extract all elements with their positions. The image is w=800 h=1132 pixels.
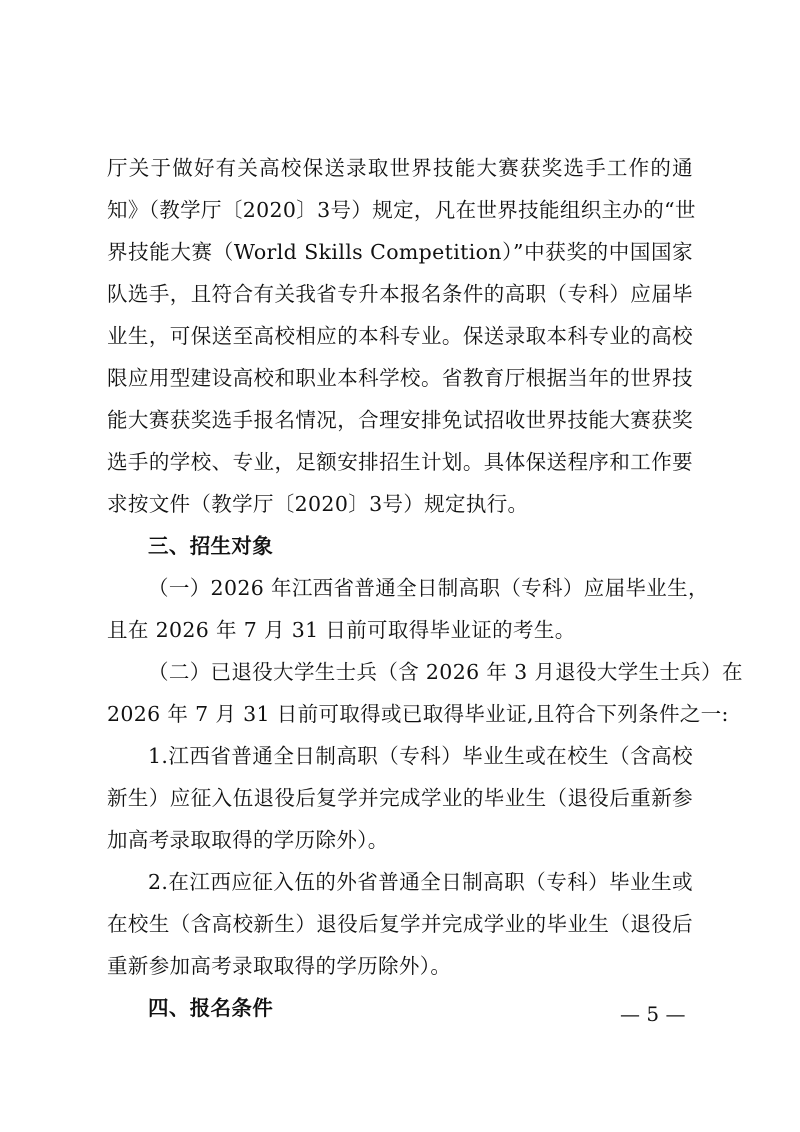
paragraph-line: （一）2026 年江西省普通全日制高职（专科）应届毕业生， — [148, 576, 709, 600]
paragraph-line: 新生）应征入伍退役后复学并完成学业的毕业生（退役后重新参 — [107, 786, 693, 810]
paragraph-line: 界技能大赛（World Skills Competition）”中获奖的中国国家 — [107, 240, 693, 264]
paragraph-line: 2026 年 7 月 31 日前可取得或已取得毕业证,且符合下列条件之一: — [107, 702, 729, 726]
paragraph-line: 求按文件（教学厅〔2020〕3号）规定执行。 — [107, 492, 529, 516]
paragraph-line: 知》（教学厅〔2020〕3号）规定，凡在世界技能组织主办的“世 — [107, 198, 696, 222]
paragraph-line: 2.在江西应征入伍的外省普通全日制高职（专科）毕业生或 — [148, 870, 693, 894]
paragraph-line: 业生，可保送至高校相应的本科专业。保送录取本科专业的高校 — [107, 324, 693, 348]
paragraph-line: （二）已退役大学生士兵（含 2026 年 3 月退役大学生士兵）在 — [148, 660, 743, 684]
section-heading: 三、招生对象 — [148, 534, 274, 558]
paragraph-line: 1.江西省普通全日制高职（专科）毕业生或在校生（含高校 — [148, 744, 693, 768]
paragraph-line: 且在 2026 年 7 月 31 日前可取得毕业证的考生。 — [107, 618, 576, 642]
paragraph-line: 能大赛获奖选手报名情况，合理安排免试招收世界技能大赛获奖 — [107, 408, 693, 432]
paragraph-line: 限应用型建设高校和职业本科学校。省教育厅根据当年的世界技 — [107, 366, 693, 390]
paragraph-line: 队选手，且符合有关我省专升本报名条件的高职（专科）应届毕 — [107, 282, 693, 306]
paragraph-line: 在校生（含高校新生）退役后复学并完成学业的毕业生（退役后 — [107, 912, 693, 936]
paragraph-line: 加高考录取取得的学历除外）。 — [107, 828, 389, 852]
paragraph-line: 厅关于做好有关高校保送录取世界技能大赛获奖选手工作的通 — [107, 156, 693, 180]
section-heading: 四、报名条件 — [148, 996, 274, 1020]
paragraph-line: 重新参加高考录取取得的学历除外）。 — [107, 954, 452, 978]
page-number: — 5 — — [620, 1002, 686, 1026]
paragraph-line: 选手的学校、专业，足额安排招生计划。具体保送程序和工作要 — [107, 450, 693, 474]
